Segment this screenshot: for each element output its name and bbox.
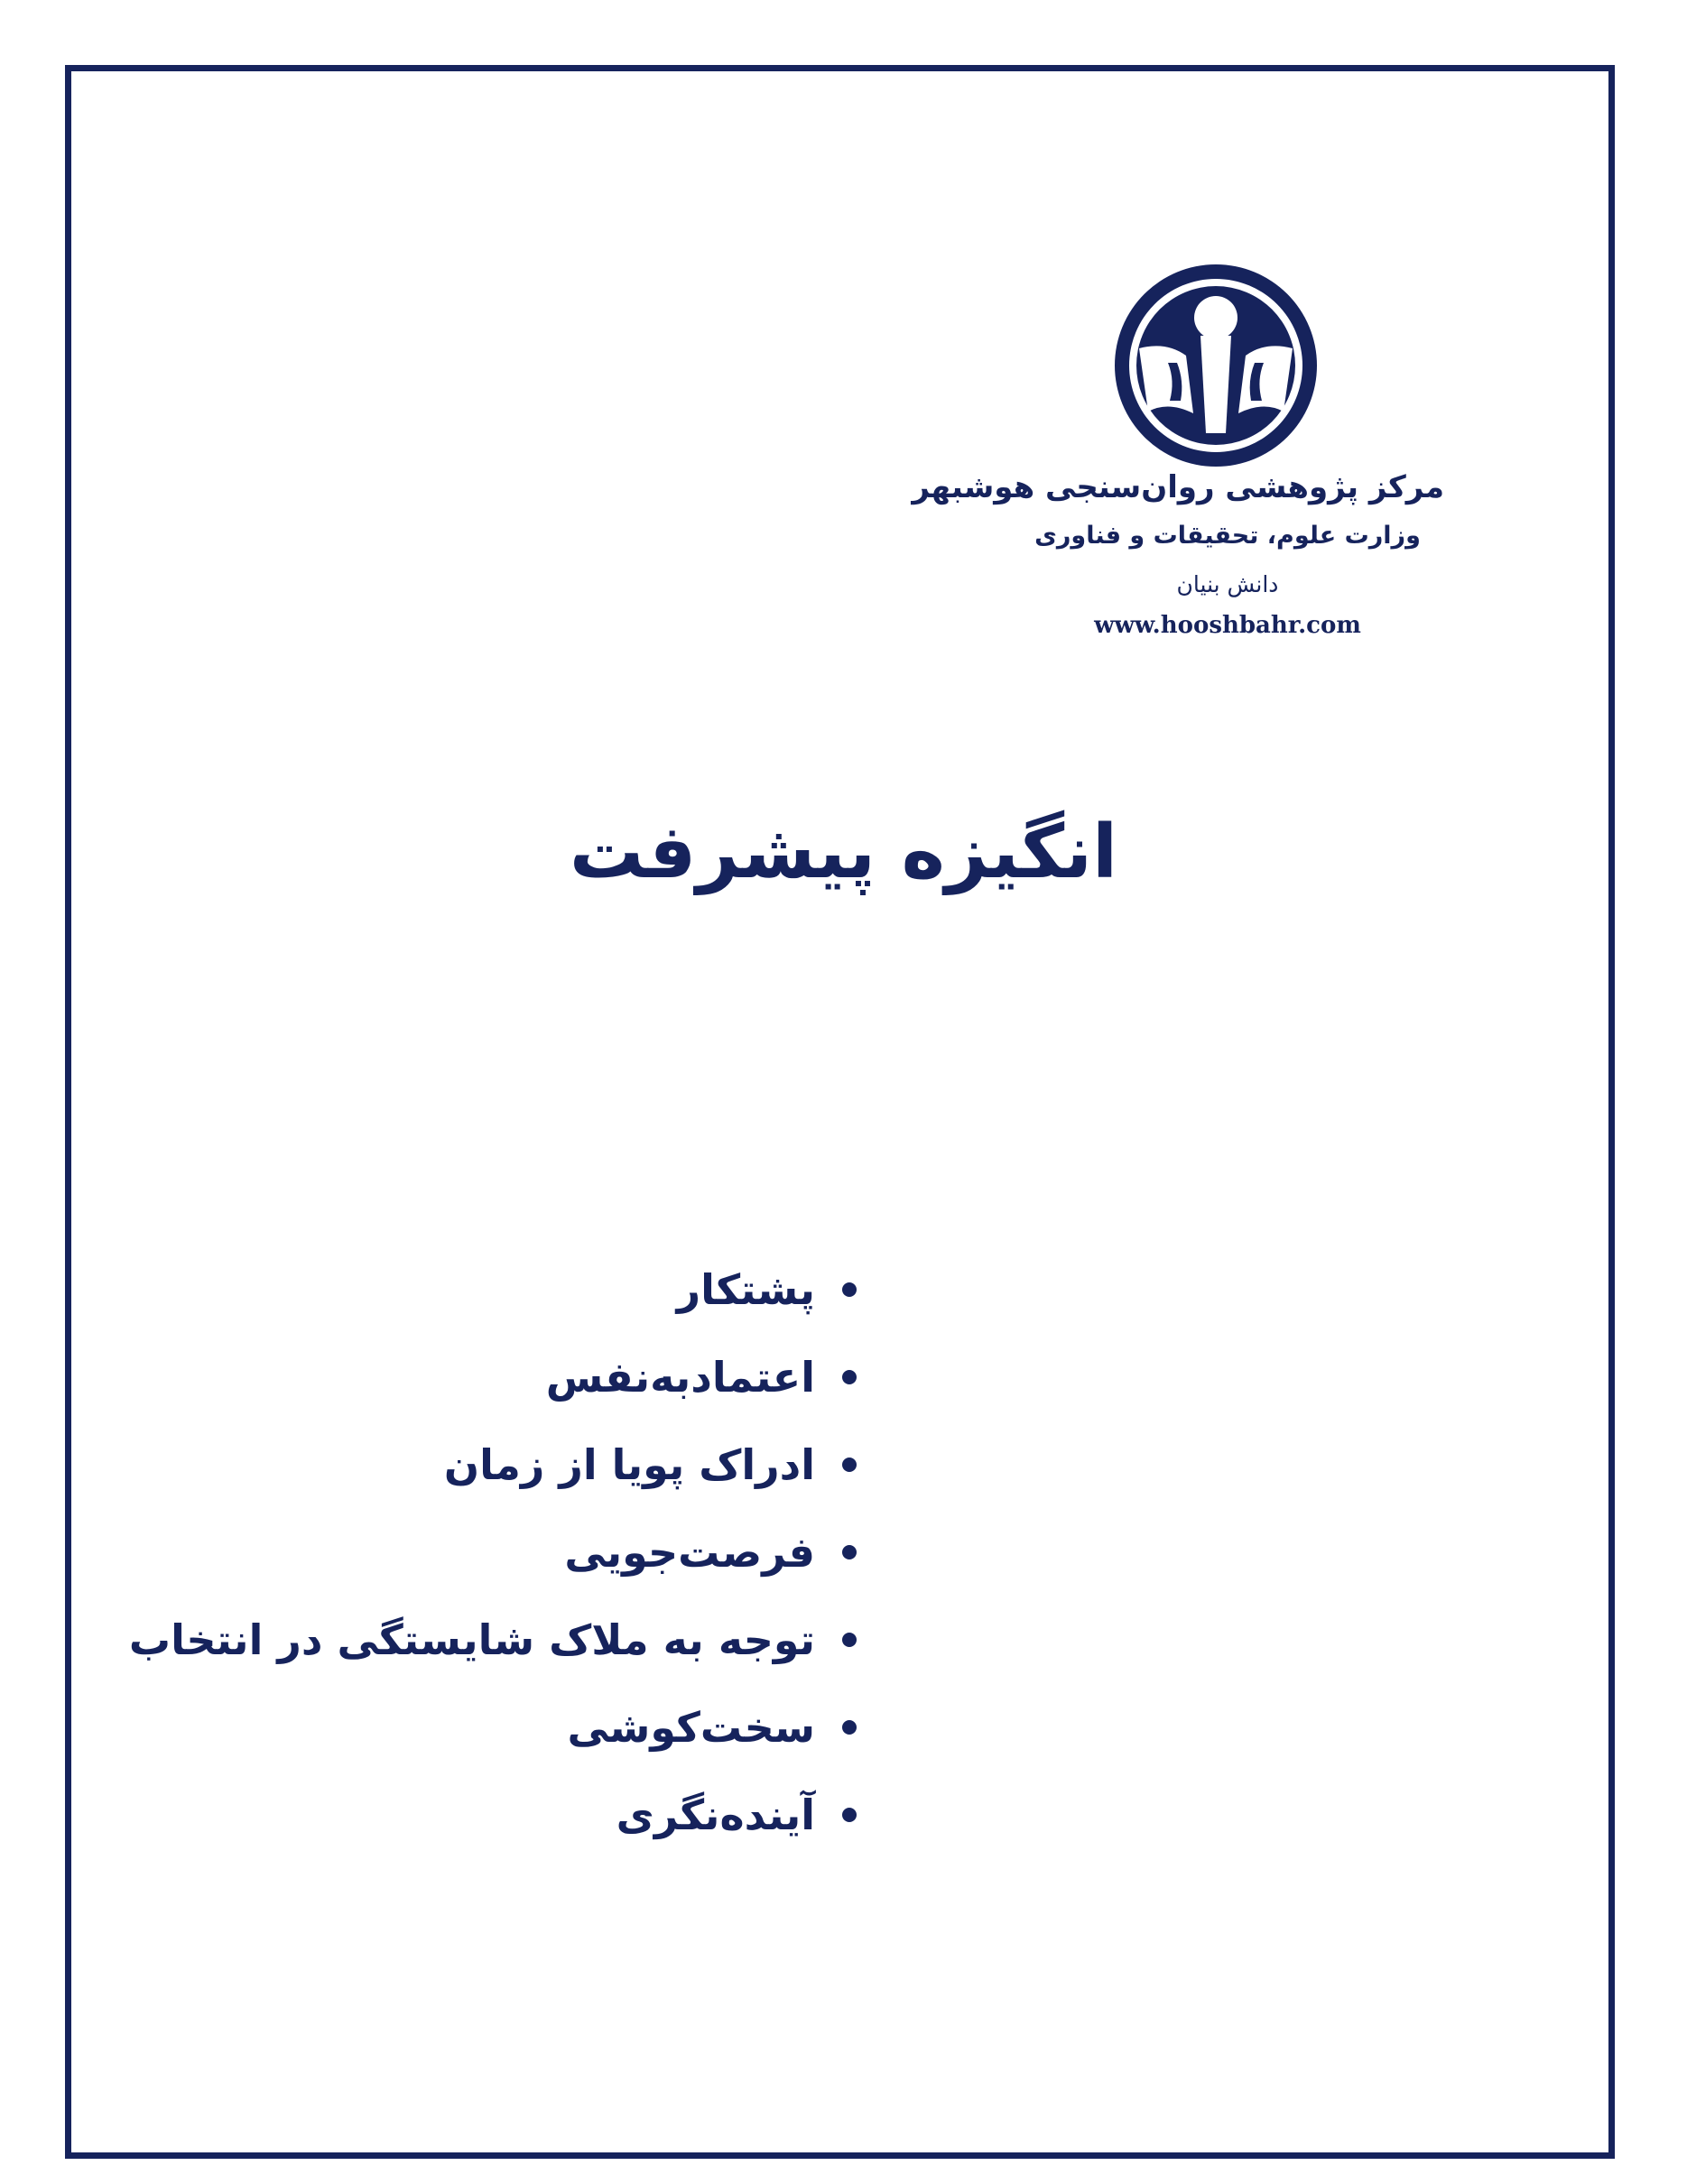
trait-list: [128, 1245, 857, 1858]
bullet-icon: [842, 1808, 857, 1822]
ministry-affiliation: وزارت علوم، تحقیقات و فناوری: [1034, 522, 1421, 550]
list-item: [134, 1508, 857, 1596]
bullet-icon: [842, 1720, 857, 1735]
list-item: [134, 1683, 857, 1771]
list-item-label: اعتمادبه‌نفس: [545, 1352, 815, 1402]
organization-info: [912, 465, 1444, 643]
bullet-icon: [842, 1633, 857, 1647]
bullet-icon: [842, 1282, 857, 1297]
list-item-label: سخت‌کوشی: [567, 1702, 815, 1752]
list-item-label: ادراک پویا از زمان: [443, 1439, 815, 1489]
list-item-label: فرصت‌جویی: [564, 1527, 815, 1577]
list-item: [128, 1596, 857, 1683]
list-item: [134, 1421, 857, 1508]
list-item: [134, 1245, 857, 1333]
bullet-icon: [842, 1458, 857, 1472]
bullet-icon: [842, 1545, 857, 1559]
list-item-label: پشتکار: [676, 1264, 815, 1314]
page-title: انگیزه پیشرفت: [569, 810, 1118, 895]
list-item-label: آینده‌نگری: [616, 1790, 815, 1839]
psychometric-center-logo-icon: [1112, 262, 1320, 469]
list-item-label: توجه به ملاک شایستگی در انتخاب: [128, 1615, 815, 1664]
list-item: [134, 1771, 857, 1858]
bullet-icon: [842, 1370, 857, 1384]
list-item: [134, 1333, 857, 1421]
organization-type: دانش بنیان: [1176, 571, 1279, 597]
website-url: www.hooshbahr.com: [1094, 612, 1361, 639]
organization-name: مرکز پژوهشی روان‌سنجی هوشبهر: [912, 469, 1444, 505]
